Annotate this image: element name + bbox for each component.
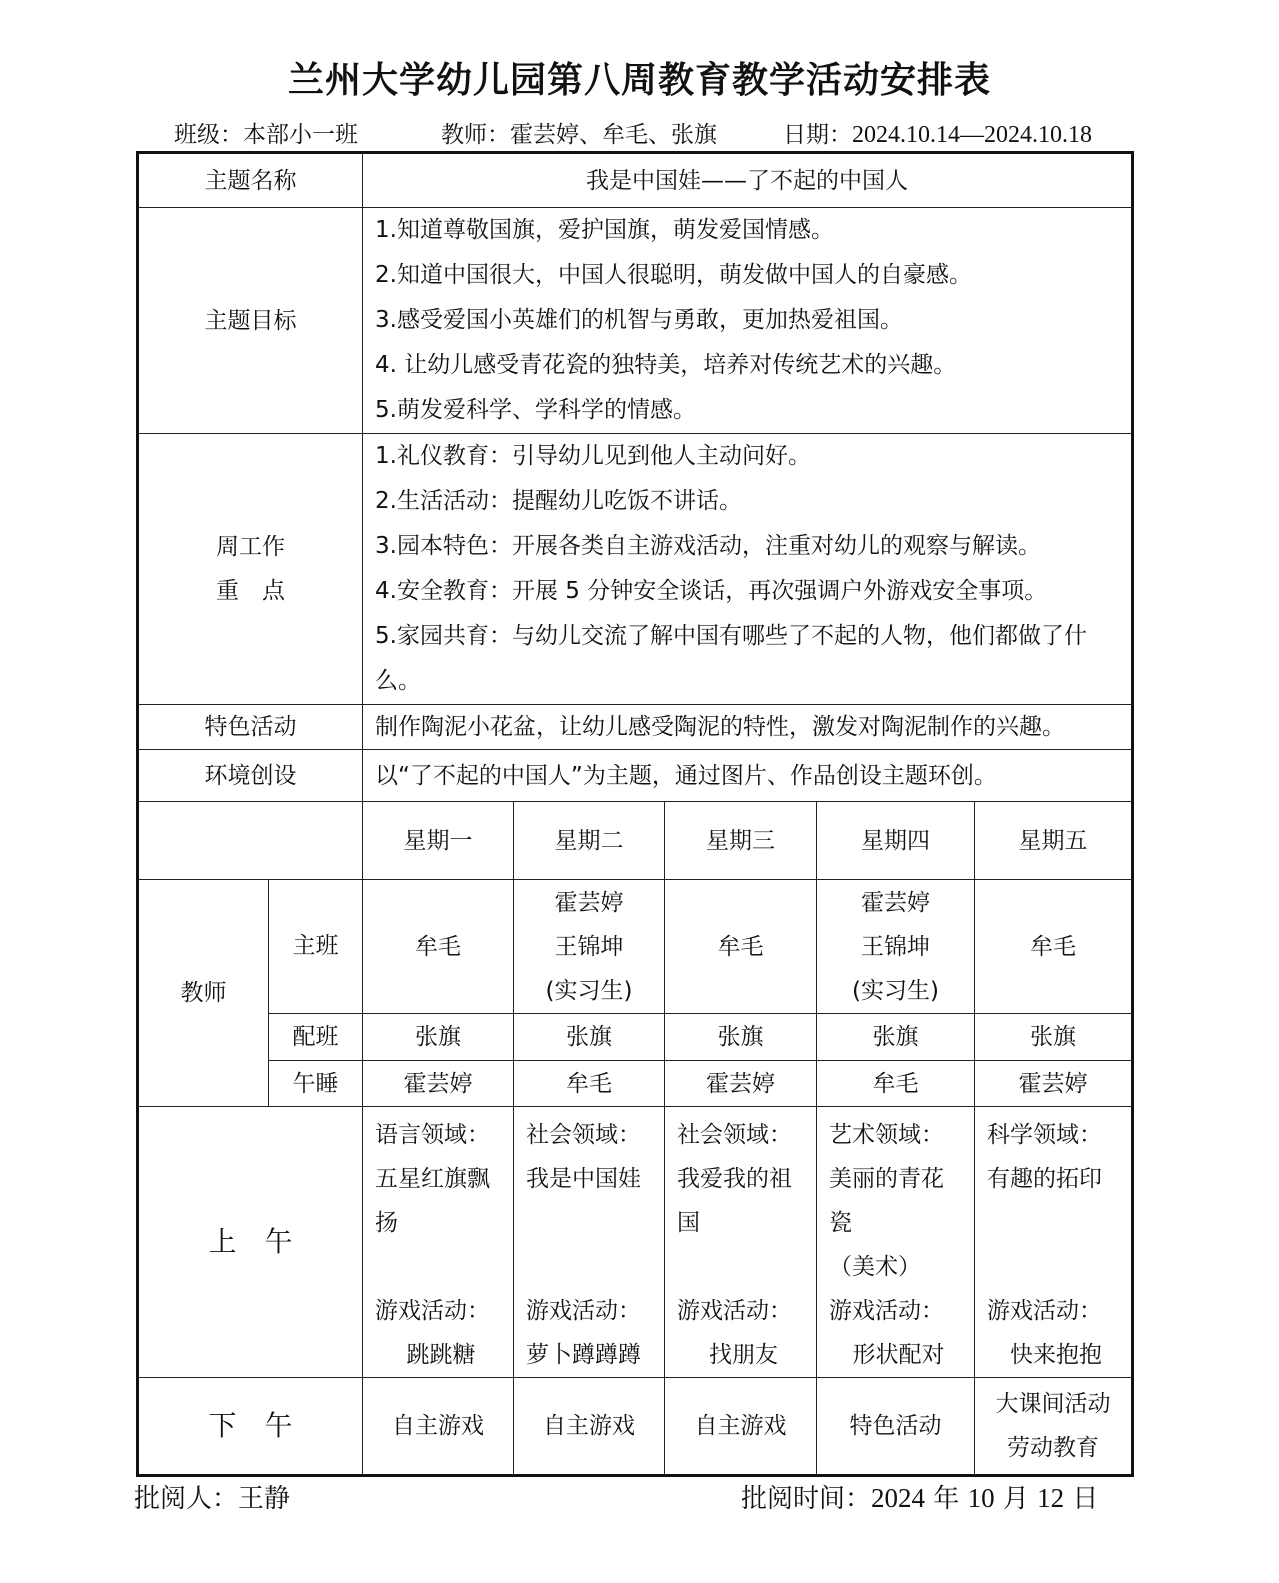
review-day: 12 xyxy=(1037,1483,1065,1513)
day-header: 星期五 xyxy=(975,802,1133,880)
weekly-focus-row xyxy=(138,434,1133,705)
date-info xyxy=(783,116,1092,149)
reviewer: 批阅人：王静 xyxy=(134,1484,291,1514)
game-label: 游戏活动： xyxy=(677,1298,792,1324)
game-name: 萝卜蹲蹲蹲 xyxy=(526,1342,641,1368)
special-activity-row xyxy=(138,705,1133,750)
theme-goals-label: 主题目标 xyxy=(138,208,363,434)
day-header: 星期一 xyxy=(363,802,514,880)
main-teacher-cell xyxy=(975,880,1133,1014)
day-header: 星期四 xyxy=(817,802,975,880)
assist-teacher-cell: 张旗 xyxy=(514,1014,665,1061)
afternoon-cell xyxy=(975,1378,1133,1476)
teacher-name: 牟毛 xyxy=(717,933,764,960)
teacher-name: 牟毛 xyxy=(415,933,461,960)
afternoon-cell xyxy=(817,1378,975,1476)
morning-cell xyxy=(514,1107,665,1378)
teacher-name: 霍芸婷 xyxy=(861,889,930,916)
date-range: 2024.10.14—2024.10.18 xyxy=(852,122,1092,148)
main-teacher-cell xyxy=(665,880,817,1014)
afternoon-cell xyxy=(665,1378,817,1476)
teacher-name: 霍芸婷 xyxy=(554,889,624,916)
day-header: 星期二 xyxy=(514,802,665,880)
page-title: 兰州大学幼儿园第八周教育教学活动安排表 xyxy=(287,60,991,101)
activity-line: 我爱我的祖 xyxy=(677,1166,792,1192)
game-label: 游戏活动： xyxy=(829,1298,944,1324)
assist-teacher-cell: 张旗 xyxy=(363,1014,514,1061)
list-item: 3.感受爱国小英雄们的机智与勇敢，更加热爱祖国。 xyxy=(375,307,903,333)
list-item: 4.安全教育：开展 5 分钟安全谈话，再次强调户外游戏安全事项。 xyxy=(375,578,1048,604)
teacher-note: (实习生) xyxy=(852,977,939,1004)
schedule-table xyxy=(136,151,1134,1477)
teachers-info: 教师：霍芸婷、牟毛、张旗 xyxy=(441,122,717,148)
theme-goals-list xyxy=(363,208,1133,434)
assist-teacher-cell: 张旗 xyxy=(665,1014,817,1061)
review-time-prefix: 批阅时间： xyxy=(741,1484,872,1514)
list-item: 5.家园共育：与幼儿交流了解中国有哪些了不起的人物，他们都做了什么。 xyxy=(375,623,1087,694)
afternoon-cell xyxy=(363,1378,514,1476)
activity-line: 五星红旗飘 xyxy=(375,1166,490,1192)
activity-line: 艺术领域： xyxy=(829,1122,944,1148)
activity-line: 美丽的青花 xyxy=(829,1166,944,1192)
review-day-unit: 日 xyxy=(1072,1484,1099,1514)
activity-line: 大课间活动 xyxy=(995,1391,1111,1417)
main-teacher-cell xyxy=(514,880,665,1014)
activity-line: 语言领域： xyxy=(375,1122,490,1148)
activity-line: 社会领域： xyxy=(677,1122,792,1148)
special-activity-label: 特色活动 xyxy=(138,705,363,750)
list-item: 2.知道中国很大，中国人很聪明，萌发做中国人的自豪感。 xyxy=(375,262,972,288)
weekly-focus-label-line: 周工作 xyxy=(216,534,285,560)
environment-row xyxy=(138,750,1133,802)
days-header-row xyxy=(138,802,1133,880)
theme-name-label: 主题名称 xyxy=(138,153,363,208)
weekly-focus-label-line: 重 点 xyxy=(216,578,285,604)
activity-line: 自主游戏 xyxy=(543,1413,635,1439)
morning-cell xyxy=(363,1107,514,1378)
teacher-note: (实习生) xyxy=(545,977,633,1004)
theme-goals-row xyxy=(138,208,1133,434)
morning-label: 上 午 xyxy=(138,1107,363,1378)
activity-line: 我是中国娃 xyxy=(526,1166,641,1192)
afternoon-row xyxy=(138,1378,1133,1476)
blank-corner-cell xyxy=(138,802,363,880)
activity-line: 国 xyxy=(677,1210,700,1236)
game-name: 找朋友 xyxy=(709,1342,778,1368)
activity-line: 劳动教育 xyxy=(1007,1435,1099,1461)
theme-name-value: 我是中国娃——了不起的中国人 xyxy=(363,153,1133,208)
list-item: 3.园本特色：开展各类自主游戏活动，注重对幼儿的观察与解读。 xyxy=(375,533,1041,559)
nap-teacher-label: 午睡 xyxy=(269,1061,363,1107)
morning-cell xyxy=(975,1107,1133,1378)
main-teacher-cell xyxy=(363,880,514,1014)
environment-label: 环境创设 xyxy=(138,750,363,802)
activity-line: 扬 xyxy=(375,1210,398,1236)
activity-line: （美术） xyxy=(829,1254,921,1280)
day-header: 星期三 xyxy=(665,802,817,880)
game-name: 形状配对 xyxy=(852,1342,945,1368)
teacher-name: 王锦坤 xyxy=(554,933,624,960)
nap-teacher-cell: 牟毛 xyxy=(514,1061,665,1107)
special-activity-value: 制作陶泥小花盆，让幼儿感受陶泥的特性，激发对陶泥制作的兴趣。 xyxy=(363,705,1133,750)
review-time xyxy=(741,1478,1098,1515)
game-label: 游戏活动： xyxy=(987,1298,1102,1324)
teacher-name: 王锦坤 xyxy=(861,933,930,960)
afternoon-label: 下 午 xyxy=(138,1378,363,1476)
list-item: 2.生活活动：提醒幼儿吃饭不讲话。 xyxy=(375,488,742,514)
assist-teacher-cell: 张旗 xyxy=(817,1014,975,1061)
morning-cell xyxy=(817,1107,975,1378)
game-label: 游戏活动： xyxy=(375,1298,490,1324)
date-prefix: 日期： xyxy=(783,122,852,148)
game-name: 跳跳糖 xyxy=(406,1342,476,1368)
afternoon-cell xyxy=(514,1378,665,1476)
activity-line: 瓷 xyxy=(829,1210,852,1236)
teachers-label: 教师 xyxy=(138,880,269,1107)
game-label: 游戏活动： xyxy=(526,1298,641,1324)
nap-teacher-cell: 霍芸婷 xyxy=(665,1061,817,1107)
review-month: 10 xyxy=(967,1483,995,1513)
activity-line: 有趣的拓印 xyxy=(987,1166,1102,1192)
theme-name-row xyxy=(138,153,1133,208)
weekly-focus-label xyxy=(138,434,363,705)
nap-teacher-cell: 牟毛 xyxy=(817,1061,975,1107)
activity-line: 科学领域： xyxy=(987,1122,1102,1148)
review-month-unit: 月 xyxy=(1002,1484,1029,1514)
assist-teacher-label: 配班 xyxy=(269,1014,363,1061)
teacher-name: 牟毛 xyxy=(1030,933,1076,960)
main-teacher-cell xyxy=(817,880,975,1014)
list-item: 1.知道尊敬国旗，爱护国旗，萌发爱国情感。 xyxy=(375,217,834,243)
list-item: 1.礼仪教育：引导幼儿见到他人主动问好。 xyxy=(375,443,811,469)
environment-value: 以“了不起的中国人”为主题，通过图片、作品创设主题环创。 xyxy=(363,750,1133,802)
nap-teacher-row xyxy=(138,1061,1133,1107)
review-year: 2024 xyxy=(871,1483,926,1513)
weekly-focus-list xyxy=(363,434,1133,705)
list-item: 5.萌发爱科学、学科学的情感。 xyxy=(375,397,696,423)
class-info: 班级：本部小一班 xyxy=(174,122,358,148)
activity-line: 特色活动 xyxy=(849,1413,942,1439)
activity-line: 自主游戏 xyxy=(392,1413,484,1439)
main-teacher-row xyxy=(138,880,1133,1014)
morning-cell xyxy=(665,1107,817,1378)
assist-teacher-row xyxy=(138,1014,1133,1061)
morning-row xyxy=(138,1107,1133,1378)
nap-teacher-cell: 霍芸婷 xyxy=(363,1061,514,1107)
assist-teacher-cell: 张旗 xyxy=(975,1014,1133,1061)
activity-line: 社会领域： xyxy=(526,1122,641,1148)
list-item: 4. 让幼儿感受青花瓷的独特美，培养对传统艺术的兴趣。 xyxy=(375,352,957,378)
review-year-unit: 年 xyxy=(933,1484,960,1514)
main-teacher-label: 主班 xyxy=(269,880,363,1014)
nap-teacher-cell: 霍芸婷 xyxy=(975,1061,1133,1107)
game-name: 快来抱抱 xyxy=(1010,1342,1102,1368)
activity-line: 自主游戏 xyxy=(694,1413,787,1439)
